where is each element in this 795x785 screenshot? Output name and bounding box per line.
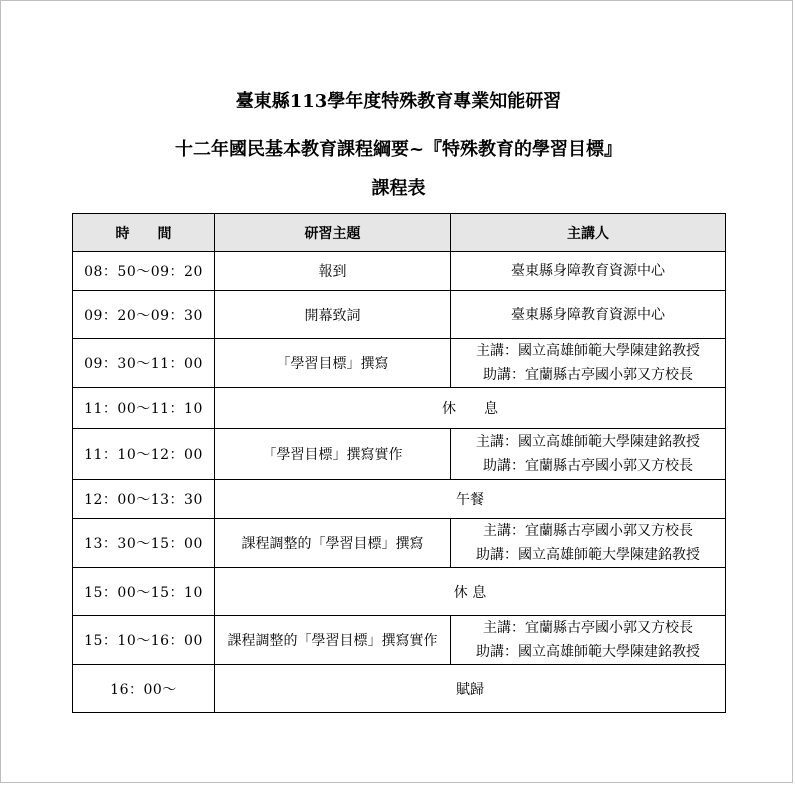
time-cell: 08：50～09：20: [73, 252, 215, 291]
topic-cell: 「學習目標」撰寫實作: [215, 429, 451, 480]
time-cell: 09：20～09：30: [73, 291, 215, 339]
speaker-line: 主講：宜蘭縣古亭國小郭又方校長: [483, 620, 693, 636]
speaker-cell: [451, 291, 726, 339]
speaker-line: 助講：國立高雄師範大學陳建銘教授: [476, 644, 700, 660]
table-row: [73, 480, 726, 519]
merged-topic-cell: 午餐: [215, 480, 726, 519]
table-row: [73, 252, 726, 291]
time-cell: 11：10～12：00: [73, 429, 215, 480]
time-cell: 11：00～11：10: [73, 388, 215, 429]
speaker-line: 主講：國立高雄師範大學陳建銘教授: [476, 343, 700, 359]
header-time: 時 間: [73, 214, 215, 252]
time-cell: 16：00～: [73, 665, 215, 713]
topic-cell: 「學習目標」撰寫: [215, 339, 451, 388]
table-row: [73, 519, 726, 568]
topic-cell: 課程調整的「學習目標」撰寫實作: [215, 616, 451, 665]
header-speaker: 主講人: [451, 214, 726, 252]
speaker-cell: [451, 519, 726, 568]
table-row: [73, 568, 726, 616]
speaker-cell: [451, 252, 726, 291]
speaker-line: 臺東縣身障教育資源中心: [511, 306, 665, 323]
header-topic: 研習主題: [215, 214, 451, 252]
time-cell: 15：00～15：10: [73, 568, 215, 616]
speaker-cell: [451, 616, 726, 665]
table-row: [73, 616, 726, 665]
speaker-line: 主講：國立高雄師範大學陳建銘教授: [476, 434, 700, 450]
topic-cell: 開幕致詞: [215, 291, 451, 339]
time-cell: 15：10～16：00: [73, 616, 215, 665]
merged-topic-cell: 休 息: [215, 568, 726, 616]
time-cell: 13：30～15：00: [73, 519, 215, 568]
merged-topic-cell: 賦歸: [215, 665, 726, 713]
table-row: [73, 388, 726, 429]
speaker-cell: [451, 339, 726, 388]
speaker-line: 助講：宜蘭縣古亭國小郭又方校長: [483, 458, 693, 474]
table-row: [73, 429, 726, 480]
schedule-body: [73, 252, 726, 713]
merged-topic-cell: 休 息: [215, 388, 726, 429]
topic-cell: 報到: [215, 252, 451, 291]
table-header-row: [73, 214, 726, 252]
table-row: [73, 665, 726, 713]
speaker-line: 助講：宜蘭縣古亭國小郭又方校長: [483, 367, 693, 383]
speaker-cell: [451, 429, 726, 480]
table-row: [73, 339, 726, 388]
speaker-line: 主講：宜蘭縣古亭國小郭又方校長: [483, 523, 693, 539]
schedule-heading: 課程表: [371, 178, 426, 199]
speaker-line: 助講：國立高雄師範大學陳建銘教授: [476, 547, 700, 563]
time-cell: 12：00～13：30: [73, 480, 215, 519]
schedule-table: [72, 213, 726, 713]
document-title: 臺東縣113學年度特殊教育專業知能研習: [235, 91, 562, 112]
table-row: [73, 291, 726, 339]
topic-cell: 課程調整的「學習目標」撰寫: [215, 519, 451, 568]
time-cell: 09：30～11：00: [73, 339, 215, 388]
document-subtitle: 十二年國民基本教育課程綱要~『特殊教育的學習目標』: [174, 139, 623, 160]
speaker-line: 臺東縣身障教育資源中心: [511, 263, 665, 279]
